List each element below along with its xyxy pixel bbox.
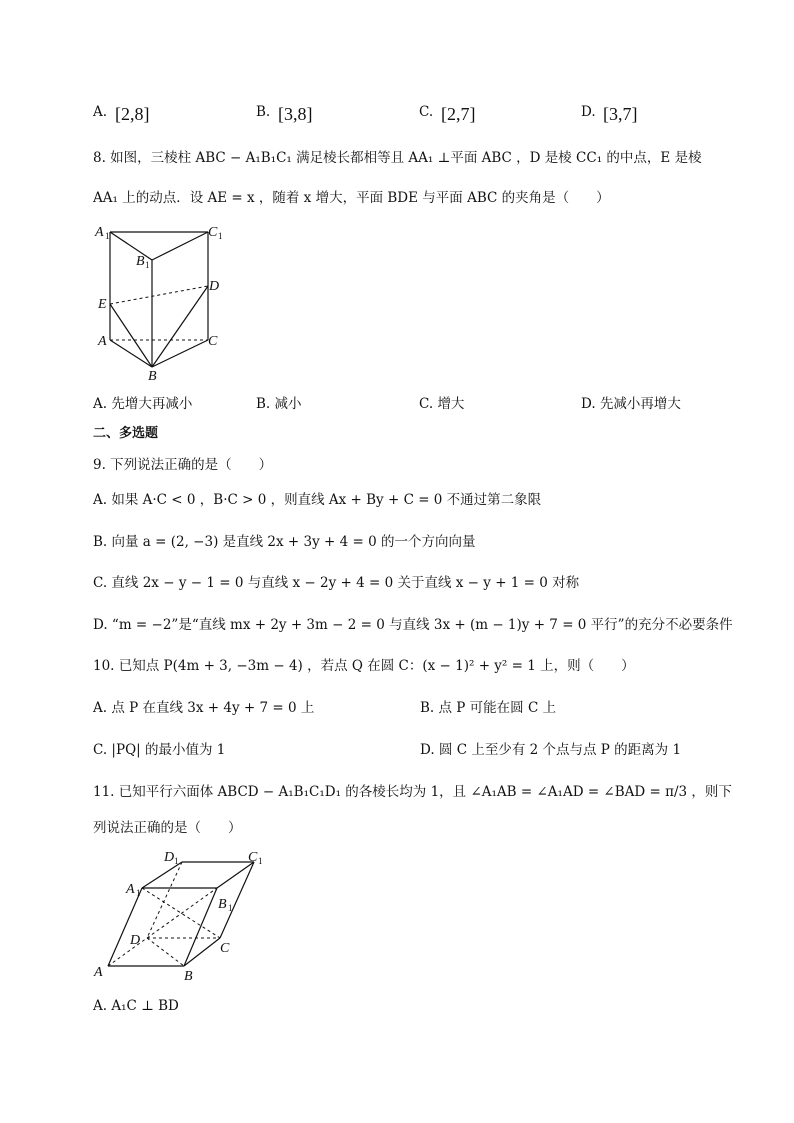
q7-option-a-label: A. xyxy=(93,104,108,120)
q10-option-d: D. 圆 C 上至少有 2 个点与点 P 的距离为 1 xyxy=(420,742,682,758)
label-a1-sub: 1 xyxy=(105,231,110,241)
label-b: B xyxy=(148,369,157,382)
q9-stem: 9. 下列说法正确的是（ ） xyxy=(93,457,273,473)
label-b1: B xyxy=(136,254,145,269)
q8-options xyxy=(93,392,753,414)
section-heading-multiple-choice: 二、多选题 xyxy=(93,426,159,441)
label-a: A xyxy=(98,334,107,349)
q11-stem-line2: 列说法正确的是（ ） xyxy=(93,820,242,836)
q11-option-a: A. A₁C ⊥ BD xyxy=(93,998,179,1014)
q7-option-c-value: [2,7] xyxy=(441,104,476,124)
label-b: B xyxy=(184,969,193,984)
q10-option-c: C. |PQ| 的最小值为 1 xyxy=(93,742,226,758)
label-c: C xyxy=(220,941,230,956)
label-c1-sub: 1 xyxy=(218,231,223,241)
q10-stem: 10. 已知点 P(4m + 3, −3m − 4) ，若点 Q 在圆 C：(x − 1)² + y² = 1 上，则（ ） xyxy=(93,658,635,674)
q8-option-d: D. 先减小再增大 xyxy=(581,396,681,412)
label-a1: A xyxy=(95,225,104,240)
q8-stem-line2: AA₁ 上的动点．设 AE = x ，随着 x 增大，平面 BDE 与平面 ABC 的夹角是（ ） xyxy=(93,190,610,206)
label-b1-sub: 1 xyxy=(145,260,150,270)
q8-option-a: A. 先增大再减小 xyxy=(93,396,193,412)
q8-stem-line1: 8. 如图，三棱柱 ABC − A₁B₁C₁ 满足棱长都相等且 AA₁ ⊥平面 ABC ，D 是棱 CC₁ 的中点，E 是棱 xyxy=(93,150,702,166)
q7-option-a-value: [2,8] xyxy=(115,104,150,124)
label-b1-sub: 1 xyxy=(228,903,233,913)
label-c1-sub: 1 xyxy=(258,856,263,866)
label-c1: C xyxy=(208,225,218,240)
q10-option-b: B. 点 P 可能在圆 C 上 xyxy=(420,700,557,716)
label-b1: B xyxy=(218,897,227,912)
q7-option-d-value: [3,7] xyxy=(603,104,638,124)
q7-options xyxy=(93,104,693,126)
label-d1: D xyxy=(164,850,175,865)
q8-option-c: C. 增大 xyxy=(419,396,465,412)
q9-option-c: C. 直线 2x − y − 1 = 0 与直线 x − 2y + 4 = 0 关于直线 x − y + 1 = 0 对称 xyxy=(93,575,580,591)
label-d: D xyxy=(209,279,220,294)
q9-option-b: B. 向量 a = (2, −3) 是直线 2x + 3y + 4 = 0 的一个方向向量 xyxy=(93,534,476,550)
q7-option-d-label: D. xyxy=(581,104,596,120)
label-a1: A xyxy=(126,882,135,897)
q10-option-a: A. 点 P 在直线 3x + 4y + 7 = 0 上 xyxy=(93,700,315,716)
label-d1-sub: 1 xyxy=(174,856,179,866)
label-c: C xyxy=(208,334,218,349)
label-a1-sub: 1 xyxy=(136,888,141,898)
label-c1: C xyxy=(248,850,258,865)
q9-option-a: A. 如果 A·C < 0 ，B·C > 0 ，则直线 Ax + By + C = 0 不通过第二象限 xyxy=(93,492,542,508)
q8-prism-figure xyxy=(92,222,232,382)
q7-option-b-label: B. xyxy=(256,104,271,120)
q7-option-b-value: [3,8] xyxy=(278,104,313,124)
q7-option-c-label: C. xyxy=(419,104,434,120)
label-d: D xyxy=(130,933,141,948)
label-a: A xyxy=(94,965,103,980)
q9-option-d: D. “m = −2”是“直线 mx + 2y + 3m − 2 = 0 与直线 3x + (m − 1)y + 7 = 0 平行”的充分不必要条件 xyxy=(93,617,733,633)
label-e: E xyxy=(98,297,107,312)
q8-option-b: B. 减小 xyxy=(256,396,302,412)
q11-stem-line1: 11. 已知平行六面体 ABCD − A₁B₁C₁D₁ 的各棱长均为 1，且 ∠A₁AB = ∠A₁AD = ∠BAD = π/3 ，则下 xyxy=(93,784,732,800)
q11-parallelepiped-figure xyxy=(92,848,272,988)
